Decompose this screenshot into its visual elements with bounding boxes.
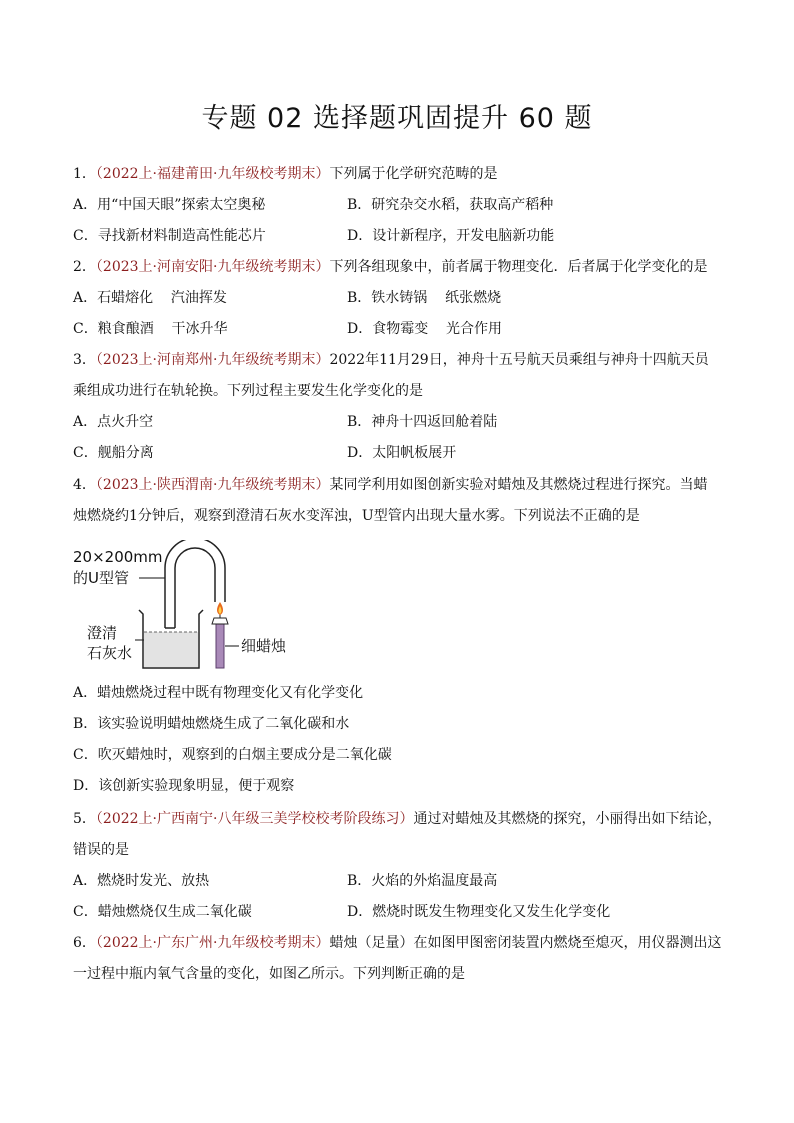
option-d: D．设计新程序，开发电脑新功能	[347, 228, 555, 244]
question-source: （2023上·陕西渭南·九年级统考期末）	[95, 477, 330, 493]
question-source: （2022上·广西南宁·八年级三美学校校考阶段练习）	[95, 811, 414, 827]
figure-label-limewater-2: 石灰水	[87, 644, 133, 662]
option-c: C．蜡烛燃烧仅生成二氧化碳	[73, 904, 252, 920]
question-2-stem	[73, 257, 707, 277]
u-tube-candle-diagram	[73, 540, 313, 670]
figure-label-utube: 的U型管	[73, 569, 129, 587]
option-a: A．蜡烛燃烧过程中既有物理变化又有化学变化	[73, 685, 364, 701]
question-number: 4．	[73, 477, 96, 493]
figure-label-candle: 细蜡烛	[241, 637, 287, 655]
question-text: 通过对蜡烛及其燃烧的探究，小丽得出如下结论，	[413, 811, 722, 827]
question-text: 2022年11月29日，神舟十五号航天员乘组与神舟十四航天员	[329, 352, 709, 368]
option-c: C．寻找新材料制造高性能芯片	[73, 228, 266, 244]
limewater	[144, 632, 198, 667]
option-a: A．用“中国天眼”探索太空奥秘	[73, 197, 266, 213]
figure-label-size: 20×200mm	[73, 548, 163, 566]
question-number: 1．	[73, 166, 96, 182]
option-b: B．该实验说明蜡烛燃烧生成了二氧化碳和水	[73, 716, 350, 732]
question-4-stem	[73, 475, 707, 495]
option-a: A．燃烧时发光、放热	[73, 873, 210, 889]
figure-label-limewater-1: 澄清	[87, 624, 118, 642]
option-b: B．神舟十四返回舱着陆	[347, 414, 498, 430]
option-d: D．太阳帆板展开	[347, 445, 457, 461]
question-number: 2．	[73, 259, 96, 275]
option-b: B．火焰的外焰温度最高	[347, 873, 498, 889]
question-6-stem	[73, 933, 721, 953]
question-source: （2023上·河南郑州·九年级统考期末）	[95, 352, 330, 368]
option-c: C．吹灭蜡烛时，观察到的白烟主要成分是二氧化碳	[73, 747, 392, 763]
question-number: 6．	[73, 935, 96, 951]
question-3-stem-cont: 乘组成功进行在轨轮换。下列过程主要发生化学变化的是	[73, 383, 423, 399]
question-5-stem-cont: 错误的是	[73, 842, 129, 858]
option-d: D．食物霉变 光合作用	[347, 321, 503, 337]
question-6-stem-cont: 一过程中瓶内氧气含量的变化，如图乙所示。下列判断正确的是	[73, 966, 465, 982]
option-a: A．点火升空	[73, 414, 154, 430]
question-4-stem-cont: 烛燃烧约1分钟后，观察到澄清石灰水变浑浊，U型管内出现大量水雾。下列说法不正确的是	[73, 508, 640, 524]
question-number: 5．	[73, 811, 96, 827]
question-text: 某同学利用如图创新实验对蜡烛及其燃烧过程进行探究。当蜡	[329, 477, 708, 493]
question-1-stem	[73, 164, 497, 184]
u-tube-inner	[175, 548, 215, 628]
candle-holder	[212, 618, 228, 624]
u-tube-outer	[165, 540, 225, 628]
question-number: 3．	[73, 352, 96, 368]
option-d: D．该创新实验现象明显，便于观察	[73, 778, 295, 794]
option-b: B．研究杂交水稻，获取高产稻种	[347, 197, 554, 213]
option-c: C．舰船分离	[73, 445, 154, 461]
question-source: （2023上·河南安阳·九年级统考期末）	[95, 259, 330, 275]
question-3-stem	[73, 350, 709, 370]
question-5-stem	[73, 809, 721, 829]
question-text: 下列属于化学研究范畴的是	[329, 166, 498, 182]
question-source: （2022上·广东广州·九年级校考期末）	[95, 935, 330, 951]
option-c: C．粮食酿酒 干冰升华	[73, 321, 228, 337]
question-source: （2022上·福建莆田·九年级校考期末）	[95, 166, 330, 182]
question-text: 下列各组现象中，前者属于物理变化．后者属于化学变化的是	[329, 259, 708, 275]
option-d: D．燃烧时既发生物理变化又发生化学变化	[347, 904, 611, 920]
candle	[216, 624, 224, 668]
option-a: A．石蜡熔化 汽油挥发	[73, 290, 227, 306]
question-text: 蜡烛（足量）在如图甲图密闭装置内燃烧至熄灭，用仪器测出这	[329, 935, 722, 951]
page-title: 专题 02 选择题巩固提升 60 题	[201, 103, 593, 134]
option-b: B．铁水铸锅 纸张燃烧	[347, 290, 502, 306]
